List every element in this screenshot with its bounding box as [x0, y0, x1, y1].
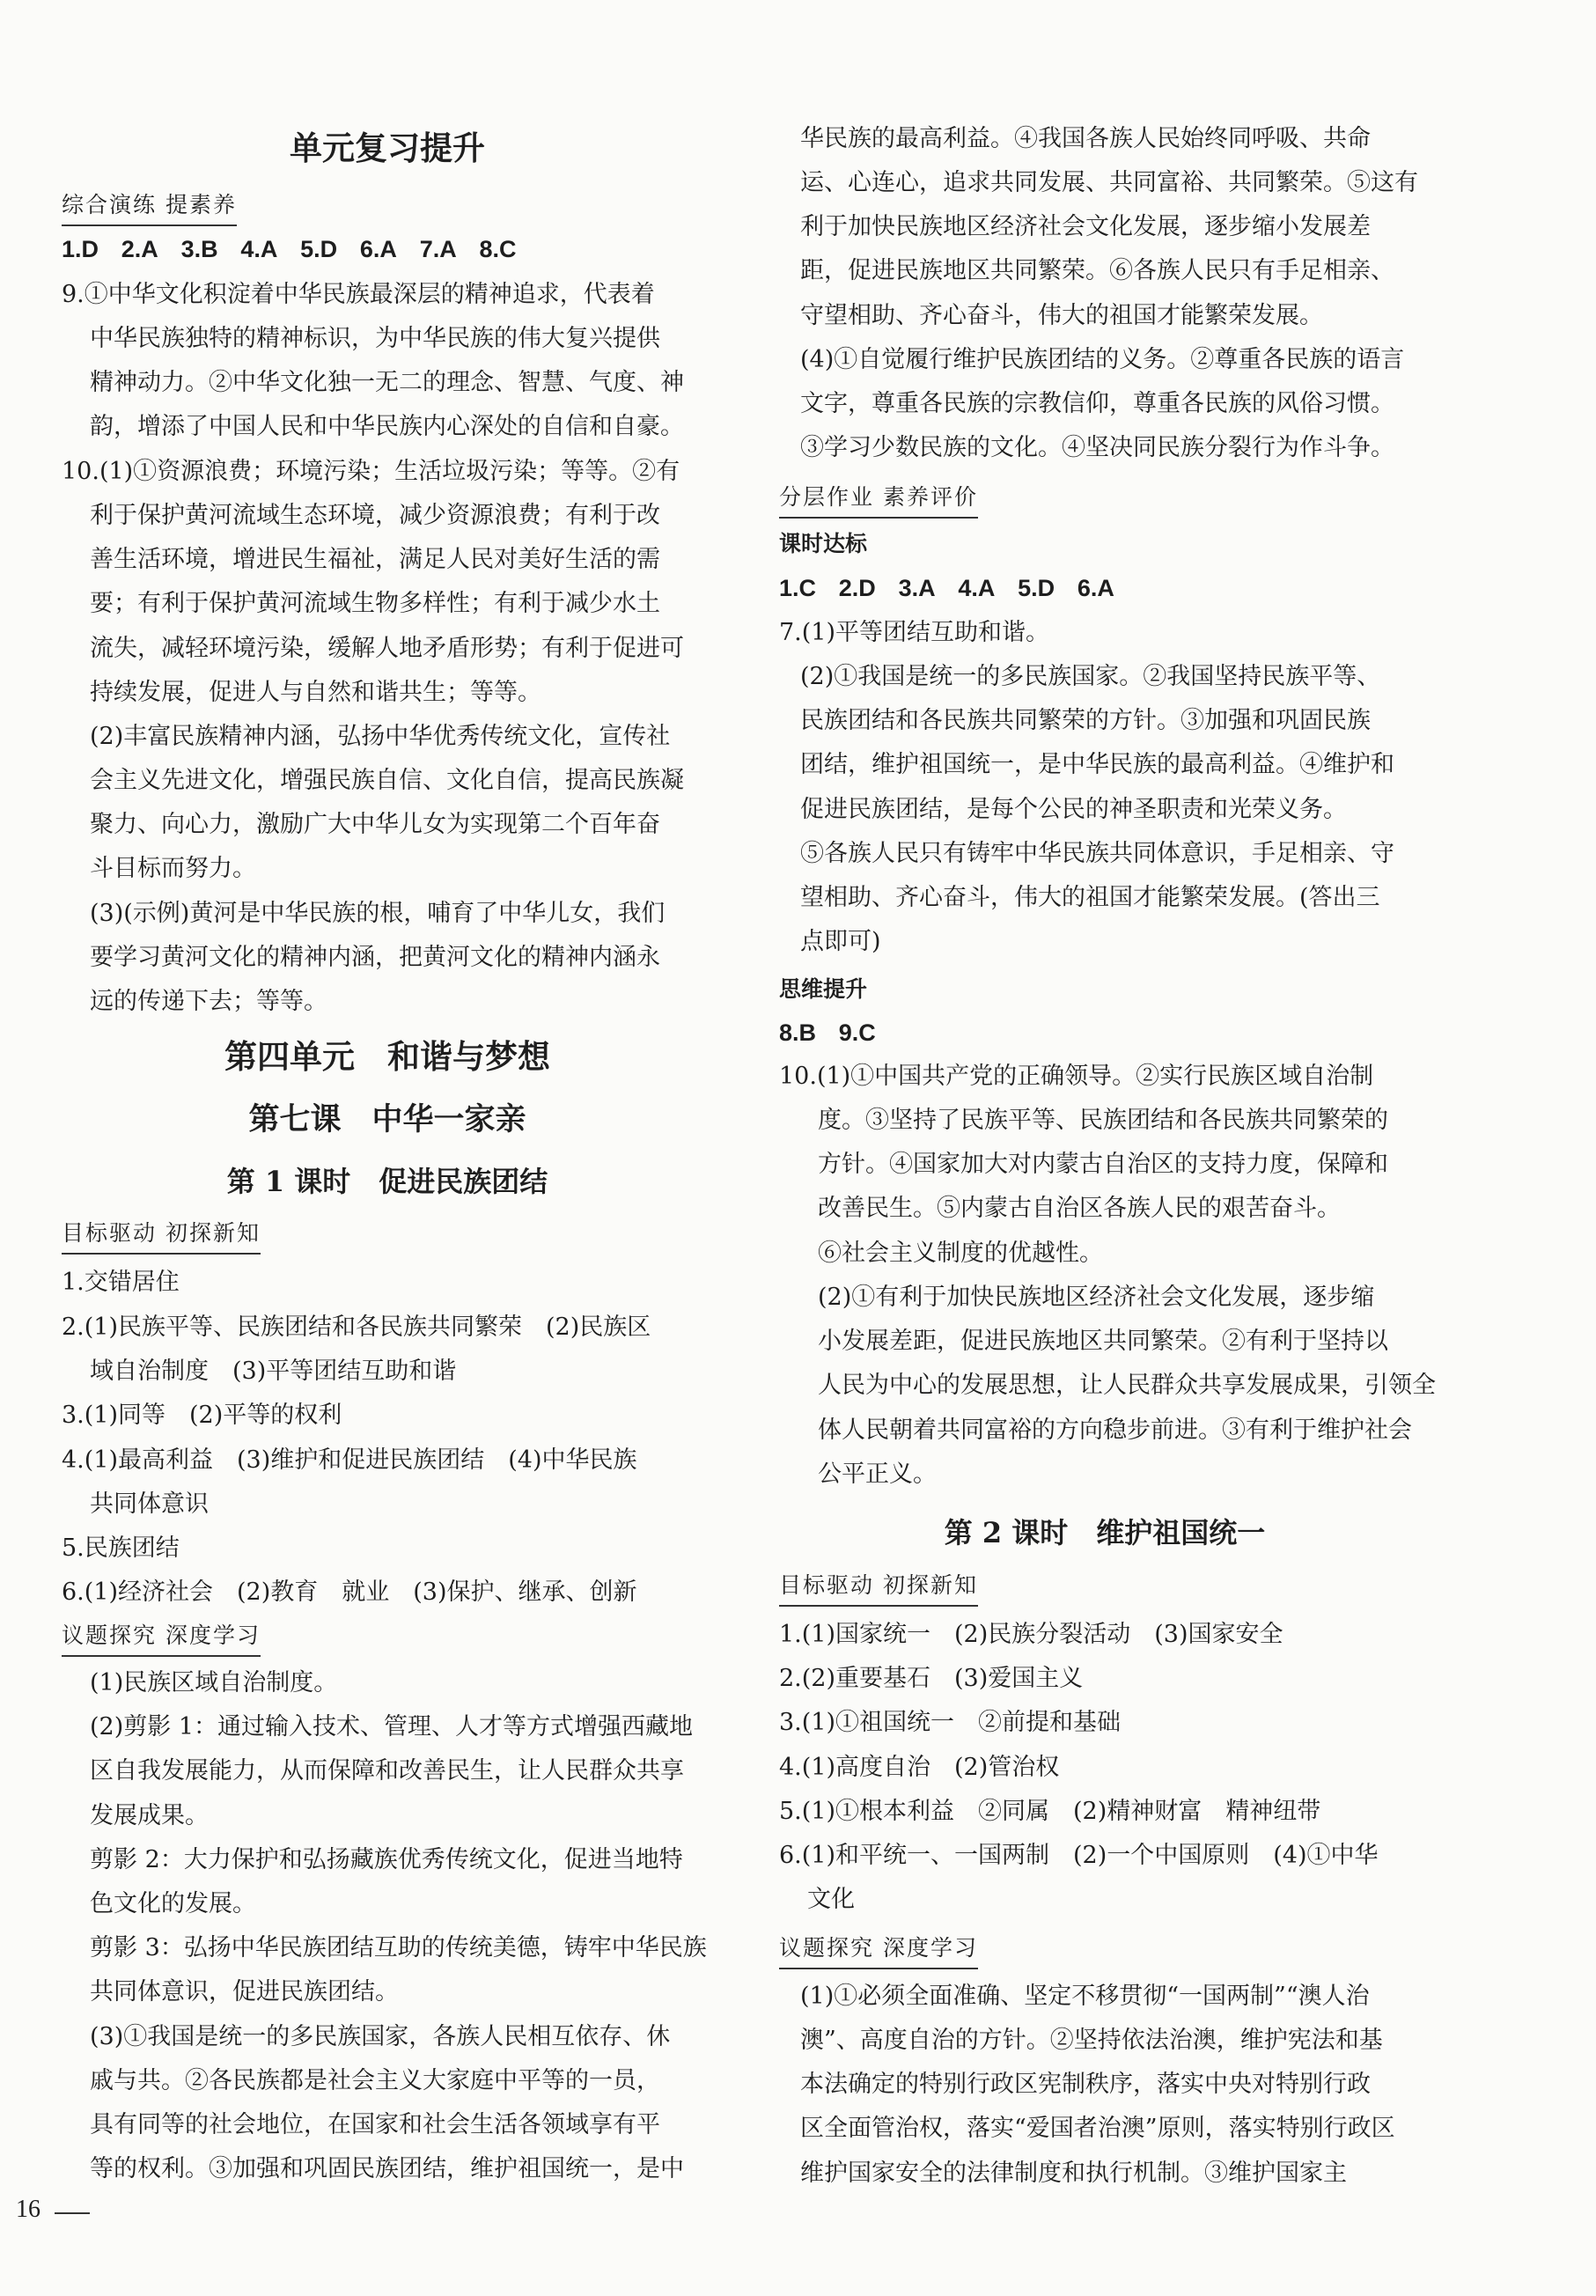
- text-line: 点即可): [800, 928, 881, 955]
- section-heading-homework: 分层作业 素养评价: [779, 482, 978, 519]
- text-line: ③学习少数民族的文化。④坚决同民族分裂行为作斗争。: [800, 434, 1394, 461]
- text-line: 5.(1)①根本利益 ②同属 (2)精神财富 精神纽带: [779, 1798, 1321, 1825]
- text-line: 6.(1)经济社会 (2)教育 就业 (3)保护、继承、创新: [62, 1578, 637, 1606]
- section-heading-practice: 综合演练 提素养: [62, 189, 237, 226]
- section-heading-goals: 目标驱动 初探新知: [62, 1218, 261, 1255]
- answer: 8.B: [779, 1019, 817, 1046]
- answer: 7.A: [419, 236, 457, 262]
- text-line: 2.(1)民族平等、民族团结和各民族共同繁荣 (2)民族区: [62, 1314, 651, 1341]
- text-line: (3)(示例)黄河是中华民族的根，哺育了中华儿女，我们: [90, 900, 666, 927]
- text-line: 斗目标而努力。: [90, 855, 256, 882]
- text-line: 10.(1)①资源浪费；环境污染；生活垃圾污染；等等。②有: [62, 458, 680, 485]
- text-line: 体人民朝着共同富裕的方向稳步前进。③有利于维护社会: [818, 1417, 1412, 1444]
- period-title: 第 1 课时 促进民族团结: [226, 1165, 548, 1198]
- lesson-title: 第七课 中华一家亲: [248, 1101, 526, 1137]
- text-line: 域自治制度 (3)平等团结互助和谐: [90, 1358, 457, 1385]
- page-number-dash: [55, 2212, 90, 2214]
- text-line: 公平正义。: [818, 1461, 937, 1488]
- section-heading-goals-2: 目标驱动 初探新知: [779, 1570, 978, 1607]
- text-line: 持续发展，促进人与自然和谐共生；等等。: [90, 679, 541, 706]
- page-number: 16: [16, 2196, 40, 2223]
- text-line: 中华民族独特的精神标识，为中华民族的伟大复兴提供: [90, 325, 660, 352]
- unit-review-title: 单元复习提升: [290, 129, 485, 167]
- text-line: (1)①必须全面准确、坚定不移贯彻“一国两制”“澳人治: [800, 1983, 1370, 2010]
- answers-1-8: [62, 227, 517, 272]
- text-line: ⑥社会主义制度的优越性。: [818, 1240, 1103, 1267]
- section-heading-inquiry: 议题探究 深度学习: [62, 1620, 261, 1657]
- text-line: 5.民族团结: [62, 1534, 180, 1562]
- answer: 2.A: [121, 236, 158, 262]
- text-line: 改善民生。⑤内蒙古自治区各族人民的艰苦奋斗。: [818, 1195, 1341, 1222]
- text-line: 小发展差距，促进民族地区共同繁荣。②有利于坚持以: [818, 1328, 1388, 1355]
- text-line: 望相助、齐心奋斗，伟大的祖国才能繁荣发展。(答出三: [800, 884, 1380, 911]
- answer: 3.A: [898, 575, 936, 601]
- text-line: 精神动力。②中华文化独一无二的理念、智慧、气度、神: [90, 369, 684, 396]
- text-line: 10.(1)①中国共产党的正确领导。②实行民族区域自治制: [779, 1063, 1374, 1090]
- text-line: 共同体意识: [90, 1490, 209, 1518]
- text-line: 韵，增添了中国人民和中华民族内心深处的自信和自豪。: [90, 413, 684, 440]
- text-line: (3)①我国是统一的多民族国家，各族人民相互依存、休: [90, 2023, 671, 2050]
- answer: 6.A: [1077, 575, 1114, 601]
- text-line: 区全面管治权，落实“爱国者治澳”原则，落实特别行政区: [800, 2115, 1395, 2142]
- text-line: 民族团结和各民族共同繁荣的方针。③加强和巩固民族: [800, 707, 1371, 734]
- text-line: 远的传递下去；等等。: [90, 988, 327, 1015]
- unit-title: 第四单元 和谐与梦想: [224, 1037, 550, 1076]
- text-line: (2)丰富民族精神内涵，弘扬中华优秀传统文化，宣传社: [90, 723, 671, 750]
- text-line: 7.(1)平等团结互助和谐。: [779, 619, 1050, 646]
- text-line: 要学习黄河文化的精神内涵，把黄河文化的精神内涵永: [90, 944, 660, 971]
- answer: 4.A: [958, 575, 996, 601]
- text-line: 促进民族团结，是每个公民的神圣职责和光荣义务。: [800, 796, 1347, 823]
- text-line: 守望相助、齐心奋斗，伟大的祖国才能繁荣发展。: [800, 302, 1323, 329]
- text-line: 4.(1)高度自治 (2)管治权: [779, 1754, 1060, 1781]
- text-line: (1)民族区域自治制度。: [90, 1669, 338, 1696]
- answer: 5.D: [300, 236, 338, 262]
- text-line: 利于加快民族地区经济社会文化发展，逐步缩小发展差: [800, 213, 1371, 240]
- text-line: 善生活环境，增进民生福祉，满足人民对美好生活的需: [90, 546, 660, 573]
- text-line: 2.(2)重要基石 (3)爱国主义: [779, 1665, 1084, 1692]
- text-line: 本法确定的特别行政区宪制秩序，落实中央对特别行政: [800, 2071, 1371, 2098]
- text-line: 会主义先进文化，增强民族自信、文化自信，提高民族凝: [90, 767, 684, 794]
- answer: 4.A: [240, 236, 278, 262]
- text-line: 聚力、向心力，激励广大中华儿女为实现第二个百年奋: [90, 811, 660, 838]
- text-line: (2)①有利于加快民族地区经济社会文化发展，逐步缩: [818, 1284, 1375, 1311]
- text-line: 1.(1)国家统一 (2)民族分裂活动 (3)国家安全: [779, 1621, 1283, 1648]
- subheading-thinking: 思维提升: [779, 976, 868, 1002]
- text-line: (2)①我国是统一的多民族国家。②我国坚持民族平等、: [800, 663, 1381, 690]
- text-line: 运、心连心，追求共同发展、共同富裕、共同繁荣。⑤这有: [800, 169, 1418, 196]
- answer: 2.D: [838, 575, 876, 601]
- text-line: 度。③坚持了民族平等、民族团结和各民族共同繁荣的: [818, 1107, 1388, 1134]
- answer: 9.C: [838, 1019, 876, 1046]
- text-line: 方针。④国家加大对内蒙古自治区的支持力度，保障和: [818, 1151, 1388, 1178]
- text-line: 流失，减轻环境污染，缓解人地矛盾形势；有利于促进可: [90, 635, 684, 662]
- text-line: 人民为中心的发展思想，让人民群众共享发展成果，引领全: [818, 1372, 1436, 1399]
- text-line: 4.(1)最高利益 (3)维护和促进民族团结 (4)中华民族: [62, 1446, 637, 1474]
- text-line: 等的权利。③加强和巩固民族团结，维护祖国统一，是中: [90, 2155, 684, 2182]
- answers-8-9: [779, 1011, 876, 1056]
- text-line: 利于保护黄河流域生态环境，减少资源浪费；有利于改: [90, 502, 660, 529]
- text-line: 剪影 2：大力保护和弘扬藏族优秀传统文化，促进当地特: [90, 1846, 683, 1873]
- answer: 6.A: [359, 236, 397, 262]
- text-line: 发展成果。: [90, 1802, 209, 1829]
- section-heading-inquiry-2: 议题探究 深度学习: [779, 1932, 978, 1969]
- text-line: 色文化的发展。: [90, 1890, 256, 1917]
- text-line: (2)剪影 1：通过输入技术、管理、人才等方式增强西藏地: [90, 1713, 694, 1740]
- text-line: 具有同等的社会地位，在国家和社会生活各领域享有平: [90, 2111, 660, 2138]
- text-line: 澳”、高度自治的方针。②坚持依法治澳，维护宪法和基: [800, 2027, 1383, 2054]
- text-line: 3.(1)同等 (2)平等的权利: [62, 1402, 342, 1429]
- answer: 8.C: [479, 236, 517, 262]
- text-line: 距，促进民族地区共同繁荣。⑥各族人民只有手足相亲、: [800, 257, 1394, 284]
- text-line: 文字，尊重各民族的宗教信仰，尊重各民族的风俗习惯。: [800, 390, 1394, 417]
- answer: 5.D: [1018, 575, 1055, 601]
- text-line: 6.(1)和平统一、一国两制 (2)一个中国原则 (4)①中华: [779, 1842, 1379, 1869]
- text-line: 剪影 3：弘扬中华民族团结互助的传统美德，铸牢中华民族: [90, 1934, 707, 1961]
- text-line: 要；有利于保护黄河流域生物多样性；有利于减少水土: [90, 590, 660, 617]
- answers-1-6: [779, 566, 1114, 611]
- text-line: 华民族的最高利益。④我国各族人民始终同呼吸、共命: [800, 125, 1371, 152]
- text-line: 9.①中华文化积淀着中华民族最深层的精神追求，代表着: [62, 281, 655, 308]
- text-line: 3.(1)①祖国统一 ②前提和基础: [779, 1709, 1122, 1736]
- text-line: 1.交错居住: [62, 1269, 180, 1296]
- text-line: 区自我发展能力，从而保障和改善民生，让人民群众共享: [90, 1757, 684, 1785]
- text-line: 维护国家安全的法律制度和执行机制。③维护国家主: [800, 2160, 1347, 2187]
- text-line: (4)①自觉履行维护民族团结的义务。②尊重各民族的语言: [800, 346, 1405, 373]
- answer: 3.B: [180, 236, 218, 262]
- text-line: 团结，维护祖国统一，是中华民族的最高利益。④维护和: [800, 751, 1394, 778]
- subheading-lesson-check: 课时达标: [779, 531, 868, 556]
- text-line: 文化: [807, 1886, 855, 1913]
- answer: 1.C: [779, 575, 817, 601]
- text-line: ⑤各族人民只有铸牢中华民族共同体意识，手足相亲、守: [800, 840, 1394, 867]
- text-line: 戚与共。②各民族都是社会主义大家庭中平等的一员，: [90, 2067, 660, 2094]
- answer: 1.D: [62, 236, 99, 262]
- text-line: 共同体意识，促进民族团结。: [90, 1978, 399, 2005]
- period-title-2: 第 2 课时 维护祖国统一: [944, 1516, 1266, 1549]
